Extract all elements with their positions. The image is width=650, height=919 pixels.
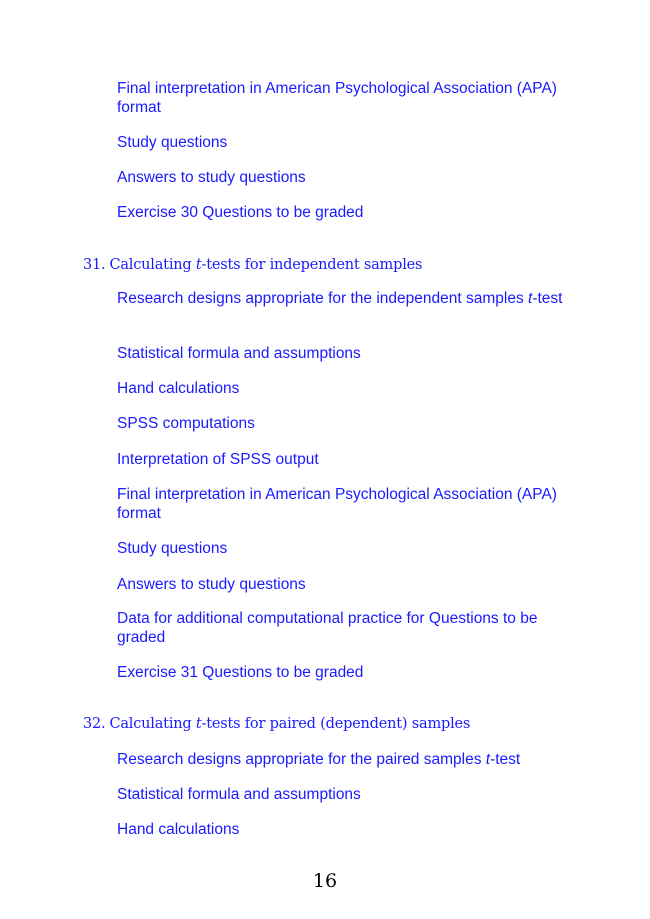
toc-link-research-designs-31-pre: Research designs appropriate for the independent samples xyxy=(117,290,529,307)
chapter-32-title-suffix: -tests for paired (dependent) samples xyxy=(201,716,471,732)
toc-link-research-designs-31-italic: t xyxy=(528,290,533,307)
chapter-32-title-prefix: Calculating xyxy=(109,716,196,732)
toc-link-spss-computations-31[interactable]: SPSS computations xyxy=(117,415,255,432)
toc-link-exercise-30-questions[interactable]: Exercise 30 Questions to be graded xyxy=(117,204,364,221)
toc-link-statistical-formula-32[interactable]: Statistical formula and assumptions xyxy=(117,786,361,803)
toc-link-research-designs-31-post: -test xyxy=(532,290,563,307)
toc-link-research-designs-32-italic: t xyxy=(485,751,491,768)
toc-link-research-designs-32-pre: Research designs appropriate for the paired samples xyxy=(117,751,486,768)
toc-link-research-designs-32[interactable] xyxy=(117,750,567,769)
toc-link-hand-calculations-32[interactable]: Hand calculations xyxy=(117,821,240,838)
toc-link-answers-study-questions-30[interactable]: Answers to study questions xyxy=(117,169,306,186)
chapter-32-number: 32. xyxy=(83,716,106,732)
toc-link-research-designs-31[interactable] xyxy=(117,289,567,308)
page-number: 16 xyxy=(312,870,338,892)
toc-link-statistical-formula-31[interactable]: Statistical formula and assumptions xyxy=(117,345,361,362)
toc-link-data-additional-practice-31[interactable]: Data for additional computational practice for Questions to be graded xyxy=(117,610,538,646)
toc-link-answers-study-questions-31[interactable]: Answers to study questions xyxy=(117,576,306,593)
toc-link-research-designs-32-post: -test xyxy=(490,751,521,768)
chapter-31-number: 31. xyxy=(83,257,106,273)
toc-link-exercise-31-questions[interactable]: Exercise 31 Questions to be graded xyxy=(117,664,364,681)
chapter-31-title-italic: t xyxy=(195,257,202,273)
toc-link-final-interpretation-apa-30[interactable]: Final interpretation in American Psychological Association (APA) format xyxy=(117,80,557,116)
toc-link-study-questions-30[interactable]: Study questions xyxy=(117,134,228,151)
chapter-31-heading[interactable] xyxy=(83,255,422,275)
chapter-32-title-italic: t xyxy=(195,716,202,732)
toc-link-interpretation-spss-output-31[interactable]: Interpretation of SPSS output xyxy=(117,451,319,468)
toc-link-study-questions-31[interactable]: Study questions xyxy=(117,540,228,557)
chapter-31-title-suffix: -tests for independent samples xyxy=(201,257,423,273)
toc-link-final-interpretation-apa-31[interactable]: Final interpretation in American Psychological Association (APA) format xyxy=(117,486,557,522)
toc-link-hand-calculations-31[interactable]: Hand calculations xyxy=(117,380,240,397)
chapter-32-heading[interactable] xyxy=(83,714,470,734)
chapter-31-title-prefix: Calculating xyxy=(109,257,196,273)
